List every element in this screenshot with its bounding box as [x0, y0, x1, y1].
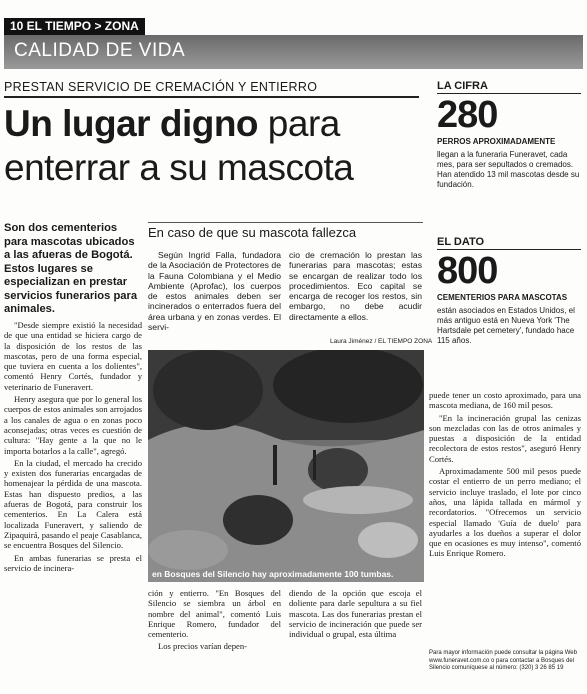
paragraph: En la ciudad, el mercado ha crecido y existen dos funerarias encargadas de homenajear la pérdida de una mascota. Estas han dispuesto predios, a las afueras de Bogotá, para construir los cementerios. En La Calera está localizada Funeravert, y saliendo de Zipaquirá, pasando el peaje Casablanca, se encuentra Bosques del Silencio. [4, 457, 142, 551]
paragraph: Aproximadamente 500 mil pesos puede costar el entierro de un perro mediano; el servicio incluye traslado, el lote por cinco años, una lápida tallada en mármol y recordatorios. "Ofrecemos un servicio especial llamado 'Guía de duelo' para ayudarles a los dueños a superar el dolor que en ocasiones es muy intenso", comentó Luis Enrique Romero. [429, 466, 581, 559]
article-kicker: PRESTAN SERVICIO DE CREMACIÓN Y ENTIERRO [4, 80, 419, 98]
column-bottom-b [289, 588, 422, 641]
dato-text: están asociados en Estados Unidos, el más antiguo está en Nueva York 'The Hartsdale pet cemetery', fundado hace 115 años. [437, 306, 575, 345]
paragraph: ción y entierro. "En Bosques del Silencio se siembra un árbol en nombre del animal", comentó Luis Enrique Romero, fundador del cementerio. [148, 588, 281, 640]
paragraph: Henry asegura que por lo general los cuerpos de estos animales son arrojados a los canales de agua o en zonas poco aconsejadas; otras veces es cuestión de cultura: "Hay gente a la que no le importa botarlos a la calle", agregó. [4, 394, 142, 456]
cifra-heading: LA CIFRA [437, 80, 581, 94]
photo-caption: en Bosques del Silencio hay aproximadamente 100 tumbas. [152, 569, 394, 579]
sidebar-dato [437, 236, 581, 346]
paragraph: Según Ingrid Falla, fundadora de la Asociación de Protectores de la Fauna Colombiana y el Medio Ambiente (Aprofac), los cuerpos de estos animales deben ser incinerados o enterrados fuera del área urbana y en zonas verdes. El servi- [148, 250, 281, 333]
column-left [4, 320, 142, 575]
cifra-caption: PERROS APROXIMADAMENTE [437, 137, 556, 146]
paragraph: Los precios varían depen- [158, 641, 248, 652]
cifra-number: 280 [437, 94, 498, 136]
headline-part: para [258, 103, 340, 144]
article-deck: Son dos cementerios para mascotas ubicados a las afueras de Bogotá. Estos lugares se especializan en prestar servicios funerarios para animales. [4, 222, 138, 315]
section-band-title: CALIDAD DE VIDA [14, 40, 186, 61]
column-right [429, 390, 581, 561]
paragraph: "Desde siempre existió la necesidad de que una entidad se hiciera cargo de la disposición de los restos de las mascotas, pero de una forma especial, que tuviera en cuenta a los dolientes", comentó Henry Cortés, fundador y veterinario de Funeravert. [4, 320, 142, 392]
headline-line2: enterrar a su mascota [4, 147, 354, 188]
headline-bold: Un lugar digno [4, 103, 259, 144]
photo-illustration [148, 350, 424, 582]
paragraph: En ambas funerarias se presta el servicio de incinera- [4, 552, 142, 573]
photo-credit: Laura Jiménez / EL TIEMPO ZONA [330, 338, 433, 345]
section-tag: 10 EL TIEMPO > ZONA [4, 18, 145, 35]
paragraph: cio de cremación lo prestan las funerarias para mascotas; estas se encargan de realizar todo los procedimientos. Eco capital se encarga de recoger los restos, sin embargo, no debe acudir directamente a ellos. [289, 250, 422, 322]
paragraph: "En la incineración grupal las cenizas son mezcladas con las de otros animales y puestas a disposición de la entidad recolectora de estos restos", aseguró Henry Cortés. [429, 412, 581, 464]
dato-number: 800 [437, 250, 498, 292]
paragraph: diendo de la opción que escoja el doliente para darle sepultura a su fiel mascota. Las dos funerarias prestan el servicio de incineración que puede ser individual o grupal, esta última [289, 588, 422, 640]
footnote: Para mayor información puede consultar la página Web www.funeravet.com.co o para contactar a Bosques del Silencio comuníquese al número: (320) 3 26 85 19 [429, 650, 577, 671]
paragraph: puede tener un costo aproximado, para una mascota mediana, de 160 mil pesos. [429, 390, 581, 411]
column-mid-b [289, 250, 422, 324]
cemetery-photo [148, 350, 424, 582]
dato-caption: CEMENTERIOS PARA MASCOTAS [437, 293, 568, 302]
dato-heading: EL DATO [437, 236, 581, 250]
cifra-text: llegan a la funeraria Funeravet, cada mes, para ser sepultados o cremados. Han atendido 13 mil mascotas desde su fundación. [437, 150, 580, 189]
column-bottom-a [148, 588, 281, 654]
article-headline [4, 102, 424, 190]
article-subhead: En caso de que su mascota fallezca [148, 222, 423, 240]
sidebar-cifra [437, 80, 581, 190]
column-mid-a [148, 250, 281, 334]
